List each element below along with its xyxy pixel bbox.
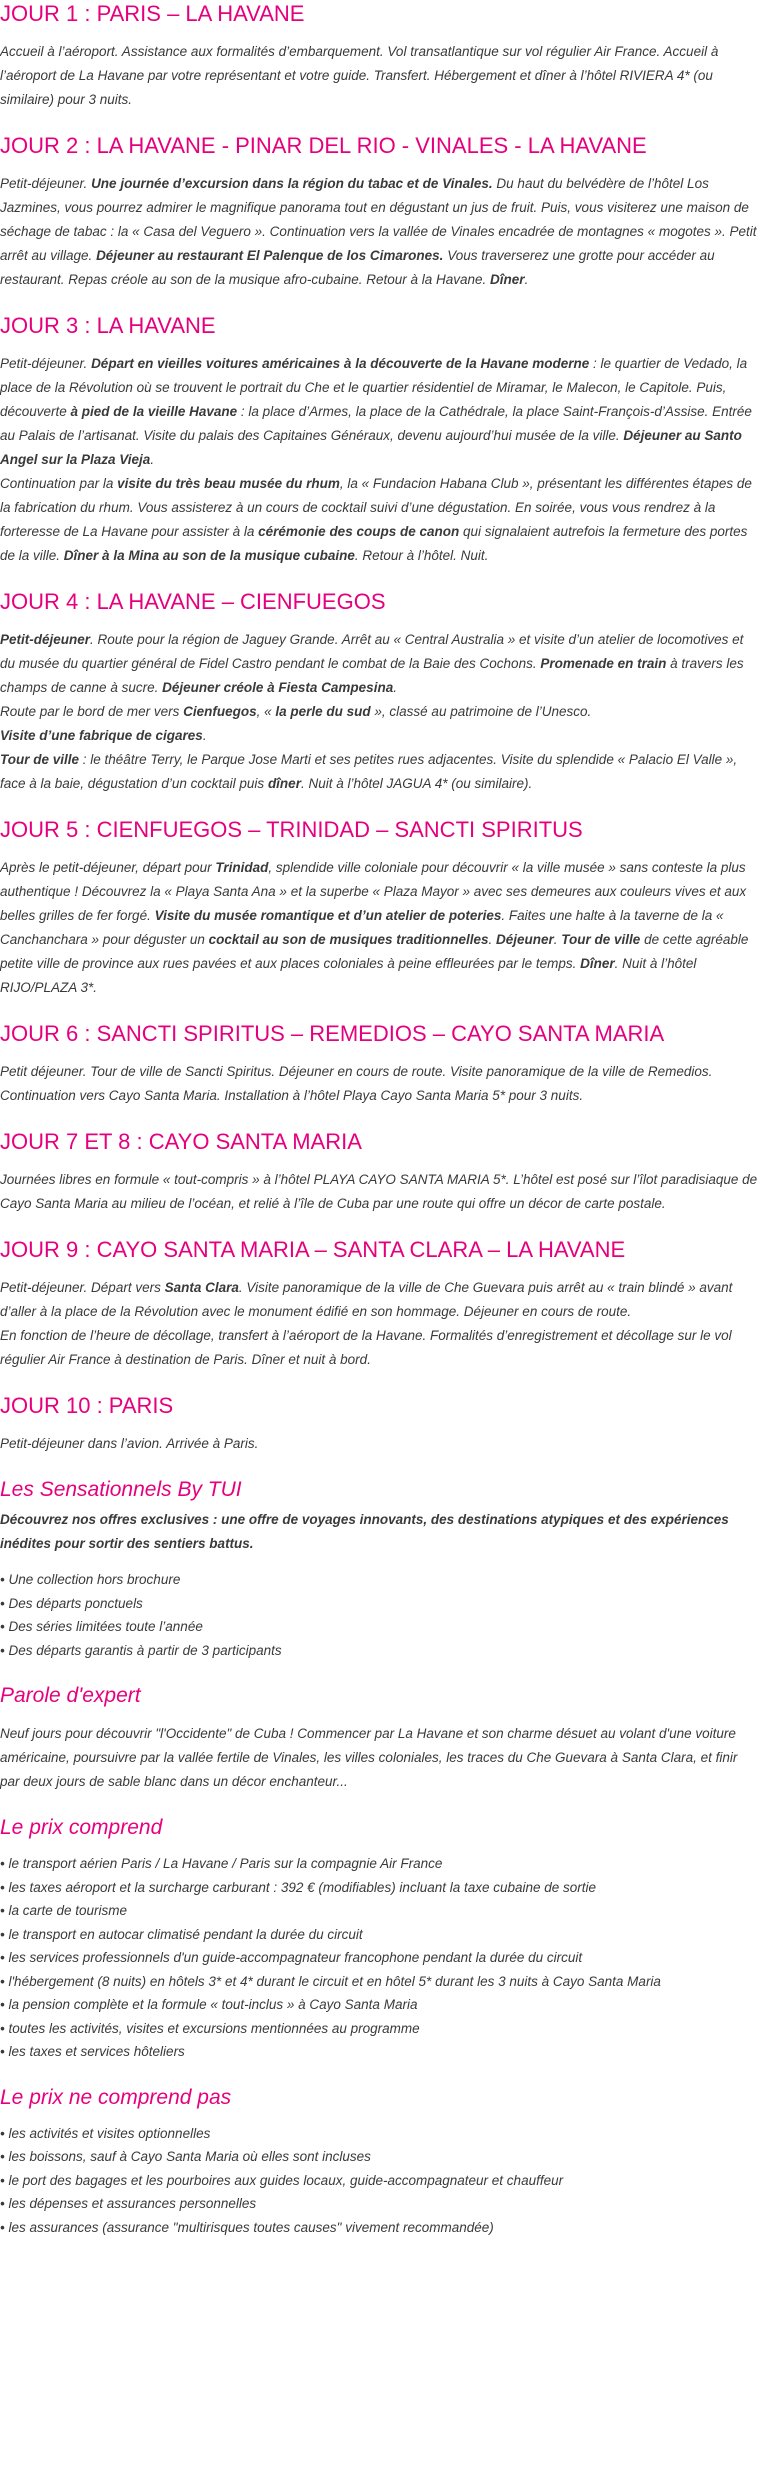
highlight-text: Départ en vieilles voitures américaines à la découverte de la Havane moderne (91, 356, 590, 371)
body-text: Petit-déjeuner. (0, 356, 92, 371)
list-item: • le transport en autocar climatisé pendant la durée du circuit (0, 1923, 758, 1947)
list-item: • Une collection hors brochure (0, 1568, 758, 1592)
body-text: Petit-déjeuner. Départ vers (0, 1280, 165, 1295)
day-title: JOUR 5 : CIENFUEGOS – TRINIDAD – SANCTI SPIRITUS (0, 817, 583, 842)
day-paragraph (0, 1168, 758, 1216)
list-item: • la carte de tourisme (0, 1899, 758, 1923)
day-paragraph (0, 172, 758, 292)
highlight-text: Dîner (490, 272, 525, 287)
list-item: • les services professionnels d'un guide-accompagnateur francophone pendant la durée du circuit (0, 1946, 758, 1970)
body-text: Après le petit-déjeuner, départ pour (0, 860, 216, 875)
expert-title: Parole d'expert (0, 1684, 141, 1707)
day-paragraph (0, 472, 758, 568)
highlight-text: visite du très beau musée du rhum (117, 476, 340, 491)
body-text: Accueil à l’aéroport. Assistance aux formalités d’embarquement. Vol transatlantique sur vol régulier Air France. Accueil à l’aéroport de La Havane par votre représentant et votre guide. Transfert. Hébergement et dîner à l’hôtel RIVIERA 4* (ou similaire) pour 3 nuits. (0, 44, 719, 107)
body-text: Petit-déjeuner dans l’avion. Arrivée à Paris. (0, 1436, 259, 1451)
day-title: JOUR 4 : LA HAVANE – CIENFUEGOS (0, 589, 386, 614)
day-paragraph (0, 1060, 758, 1108)
list-item: • les taxes aéroport et la surcharge carburant : 392 € (modifiables) incluant la taxe cubaine de sortie (0, 1876, 758, 1900)
list-item: • le transport aérien Paris / La Havane / Paris sur la compagnie Air France (0, 1852, 758, 1876)
list-item: • toutes les activités, visites et excursions mentionnées au programme (0, 2017, 758, 2041)
highlight-text: Visite d’une fabrique de cigares (0, 728, 203, 743)
body-text: En fonction de l’heure de décollage, transfert à l’aéroport de la Havane. Formalités d’enregistrement et décollage sur le vol régulier Air France à destination de Paris. Dîner et nuit à bord. (0, 1328, 732, 1367)
highlight-text: Cienfuegos (183, 704, 257, 719)
body-text: Petit déjeuner. Tour de ville de Sancti Spiritus. Déjeuner en cours de route. Visite panoramique de la ville de Remedios. Continuation vers Cayo Santa Maria. Installation à l’hôtel Playa Cayo Santa Maria 5* pour 3 nuits. (0, 1064, 713, 1103)
highlight-text: Visite du musée romantique et d’un atelier de poteries (154, 908, 502, 923)
day-title: JOUR 10 : PARIS (0, 1393, 174, 1418)
day-paragraph (0, 724, 758, 748)
list-item: • la pension complète et la formule « tout-inclus » à Cayo Santa Maria (0, 1993, 758, 2017)
day-paragraph (0, 748, 758, 796)
body-text: Continuation par la (0, 476, 118, 491)
list-item: • les taxes et services hôteliers (0, 2040, 758, 2064)
day-paragraph (0, 1324, 758, 1372)
body-text: . Retour à l’hôtel. Nuit. (354, 548, 489, 563)
day-paragraph (0, 1276, 758, 1324)
day-title: JOUR 3 : LA HAVANE (0, 313, 216, 338)
body-text: . Faites une halte à la taverne de la « Canchanchara » pour déguster un (0, 908, 724, 947)
body-text: . Visite panoramique de la ville de Che Guevara puis arrêt au « train blindé » avant d’aller à la place de la Révolution avec le monument édifié en son hommage. Déjeuner en cours de route. (0, 1280, 733, 1319)
body-text: : la place d’Armes, la place de la Cathédrale, la place Saint-François-d’Assise. Entrée au Palais de l’artisanat. Visite du palais des Capitaines Généraux, devenu aujourd’hui musée de la ville. (0, 404, 752, 443)
body-text: . (524, 272, 529, 287)
day-paragraph (0, 1432, 758, 1456)
day-paragraph (0, 628, 758, 700)
body-text: . Nuit à l’hôtel RIJO/PLAZA 3*. (0, 956, 697, 995)
day-title: JOUR 6 : SANCTI SPIRITUS – REMEDIOS – CAYO SANTA MARIA (0, 1021, 665, 1046)
highlight-text: dîner (267, 776, 301, 791)
highlight-text: la perle du sud (275, 704, 371, 719)
day-title: JOUR 1 : PARIS – LA HAVANE (0, 1, 305, 26)
highlight-text: à pied de la vieille Havane (70, 404, 238, 419)
day-paragraph (0, 856, 758, 1000)
highlight-text: Déjeuner créole à Fiesta Campesina (162, 680, 394, 695)
body-text: qui signalaient autrefois la fermeture des portes de la ville. (0, 524, 748, 563)
highlight-text: Déjeuner (496, 932, 554, 947)
body-text: . Route pour la région de Jaguey Grande. Arrêt au « Central Australia » et visite d’un atelier de locomotives et du musée du quartier général de Fidel Castro pendant le combat de la Baie des Cochons. (0, 632, 744, 671)
list-item: • l'hébergement (8 nuits) en hôtels 3* et 4* durant le circuit et en hôtel 5* durant les 3 nuits à Cayo Santa Maria (0, 1970, 758, 1994)
body-text: Route par le bord de mer vers (0, 704, 184, 719)
highlight-text: cérémonie des coups de canon (258, 524, 460, 539)
expert-text: Neuf jours pour découvrir "l'Occidente" de Cuba ! Commencer par La Havane et son charme désuet au volant d'une voiture américaine, poursuivre par la vallée fertile de Vinales, les villes coloniales, les traces du Che Guevara à Santa Clara, et finir par deux jours de sable blanc dans un décor enchanteur... (0, 1726, 738, 1789)
included-list (0, 1852, 758, 2064)
day-paragraph (0, 40, 758, 112)
body-text: . (393, 680, 397, 695)
body-text: Petit-déjeuner. (0, 176, 92, 191)
highlight-text: Tour de ville (561, 932, 641, 947)
body-text: , « (256, 704, 276, 719)
highlight-text: cocktail au son de musiques traditionnelles (208, 932, 489, 947)
highlight-text: Promenade en train (540, 656, 667, 671)
body-text: : le quartier de Vedado, la place de la Révolution où se trouvent le portrait du Che et le quartier résidentiel de Miramar, le Malecon, le Capitole. Puis, découverte (0, 356, 748, 419)
body-text: . (202, 728, 207, 743)
body-text: Journées libres en formule « tout-compris » à l’hôtel PLAYA CAYO SANTA MARIA 5*. L’hôtel est posé sur l’îlot paradisiaque de Cayo Santa Maria au milieu de l’océan, et relié à l’île de Cuba par une route qui offre un décor de carte postale. (0, 1172, 758, 1211)
highlight-text: Trinidad (215, 860, 269, 875)
sensationnels-list (0, 1568, 758, 1662)
list-item: • les assurances (assurance "multirisques toutes causes" vivement recommandée) (0, 2216, 758, 2240)
list-item: • les boissons, sauf à Cayo Santa Maria où elles sont incluses (0, 2145, 758, 2169)
body-text: . Nuit à l’hôtel JAGUA 4* (ou similaire). (300, 776, 533, 791)
highlight-text: Une journée d’excursion dans la région du tabac et de Vinales. (91, 176, 493, 191)
body-text: à travers les champs de canne à sucre. (0, 656, 744, 695)
body-text: : le théâtre Terry, le Parque Jose Marti et ses petites rues adjacentes. Visite du splendide « Palacio El Valle », face à la baie, dégustation d’un cocktail puis (0, 752, 738, 791)
body-text: . (150, 452, 155, 467)
body-text: , splendide ville coloniale pour découvrir « la ville musée » sans conteste la plus authentique ! Découvrez la « Playa Santa Ana » et la superbe « Plaza Mayor » avec ses demeures aux couleurs vives et aux belles grilles de fer forgé. (0, 860, 747, 923)
highlight-text: Santa Clara (164, 1280, 239, 1295)
day-title: JOUR 7 ET 8 : CAYO SANTA MARIA (0, 1129, 362, 1154)
list-item: • Des départs ponctuels (0, 1592, 758, 1616)
body-text: . (553, 932, 562, 947)
highlight-text: Déjeuner au restaurant El Palenque de los Cimarones. (96, 248, 444, 263)
day-title: JOUR 9 : CAYO SANTA MARIA – SANTA CLARA – LA HAVANE (0, 1237, 626, 1262)
list-item: • Des départs garantis à partir de 3 participants (0, 1639, 758, 1663)
list-item: • les dépenses et assurances personnelles (0, 2192, 758, 2216)
body-text: . (488, 932, 496, 947)
day-paragraph (0, 700, 758, 724)
body-text: », classé au patrimoine de l’Unesco. (370, 704, 592, 719)
body-text: de cette agréable petite ville de province aux rues pavées et aux places coloniales à peine effleurées par le temps. (0, 932, 749, 971)
list-item: • les activités et visites optionnelles (0, 2122, 758, 2146)
day-paragraph (0, 352, 758, 472)
included-title: Le prix comprend (0, 1816, 163, 1839)
highlight-text: Petit-déjeuner (0, 632, 91, 647)
sensationnels-intro: Découvrez nos offres exclusives : une offre de voyages innovants, des destinations atypiques et des expériences inédites pour sortir des sentiers battus. (0, 1512, 729, 1551)
highlight-text: Dîner (580, 956, 615, 971)
sensationnels-title: Les Sensationnels By TUI (0, 1478, 242, 1501)
body-text: Vous traverserez une grotte pour accéder au restaurant. Repas créole au son de la musique afro-cubaine. Retour à la Havane. (0, 248, 715, 287)
excluded-title: Le prix ne comprend pas (0, 2085, 232, 2109)
list-item: • le port des bagages et les pourboires aux guides locaux, guide-accompagnateur et chauffeur (0, 2169, 758, 2193)
body-text: Du haut du belvédère de l’hôtel Los Jazmines, vous pourrez admirer le magnifique panorama tout en dégustant un jus de fruit. Puis, vous visiterez une maison de séchage de tabac : la « Casa del Veguero ». Continuation vers la vallée de Vinales encadrée de montagnes « mogotes ». Petit arrêt au village. (0, 176, 757, 263)
highlight-text: Tour de ville (0, 752, 80, 767)
excluded-list (0, 2122, 758, 2240)
day-title: JOUR 2 : LA HAVANE - PINAR DEL RIO - VINALES - LA HAVANE (0, 133, 647, 158)
body-text: , la « Fundacion Habana Club », présentant les différentes étapes de la fabrication du rhum. Vous assisterez à un cours de cocktail suivi d’une dégustation. En soirée, vous vous rendrez à la forteresse de La Havane pour assister à la (0, 476, 752, 539)
highlight-text: Déjeuner au Santo Angel sur la Plaza Vieja (0, 428, 742, 467)
list-item: • Des séries limitées toute l’année (0, 1615, 758, 1639)
highlight-text: Dîner à la Mina au son de la musique cubaine (63, 548, 355, 563)
